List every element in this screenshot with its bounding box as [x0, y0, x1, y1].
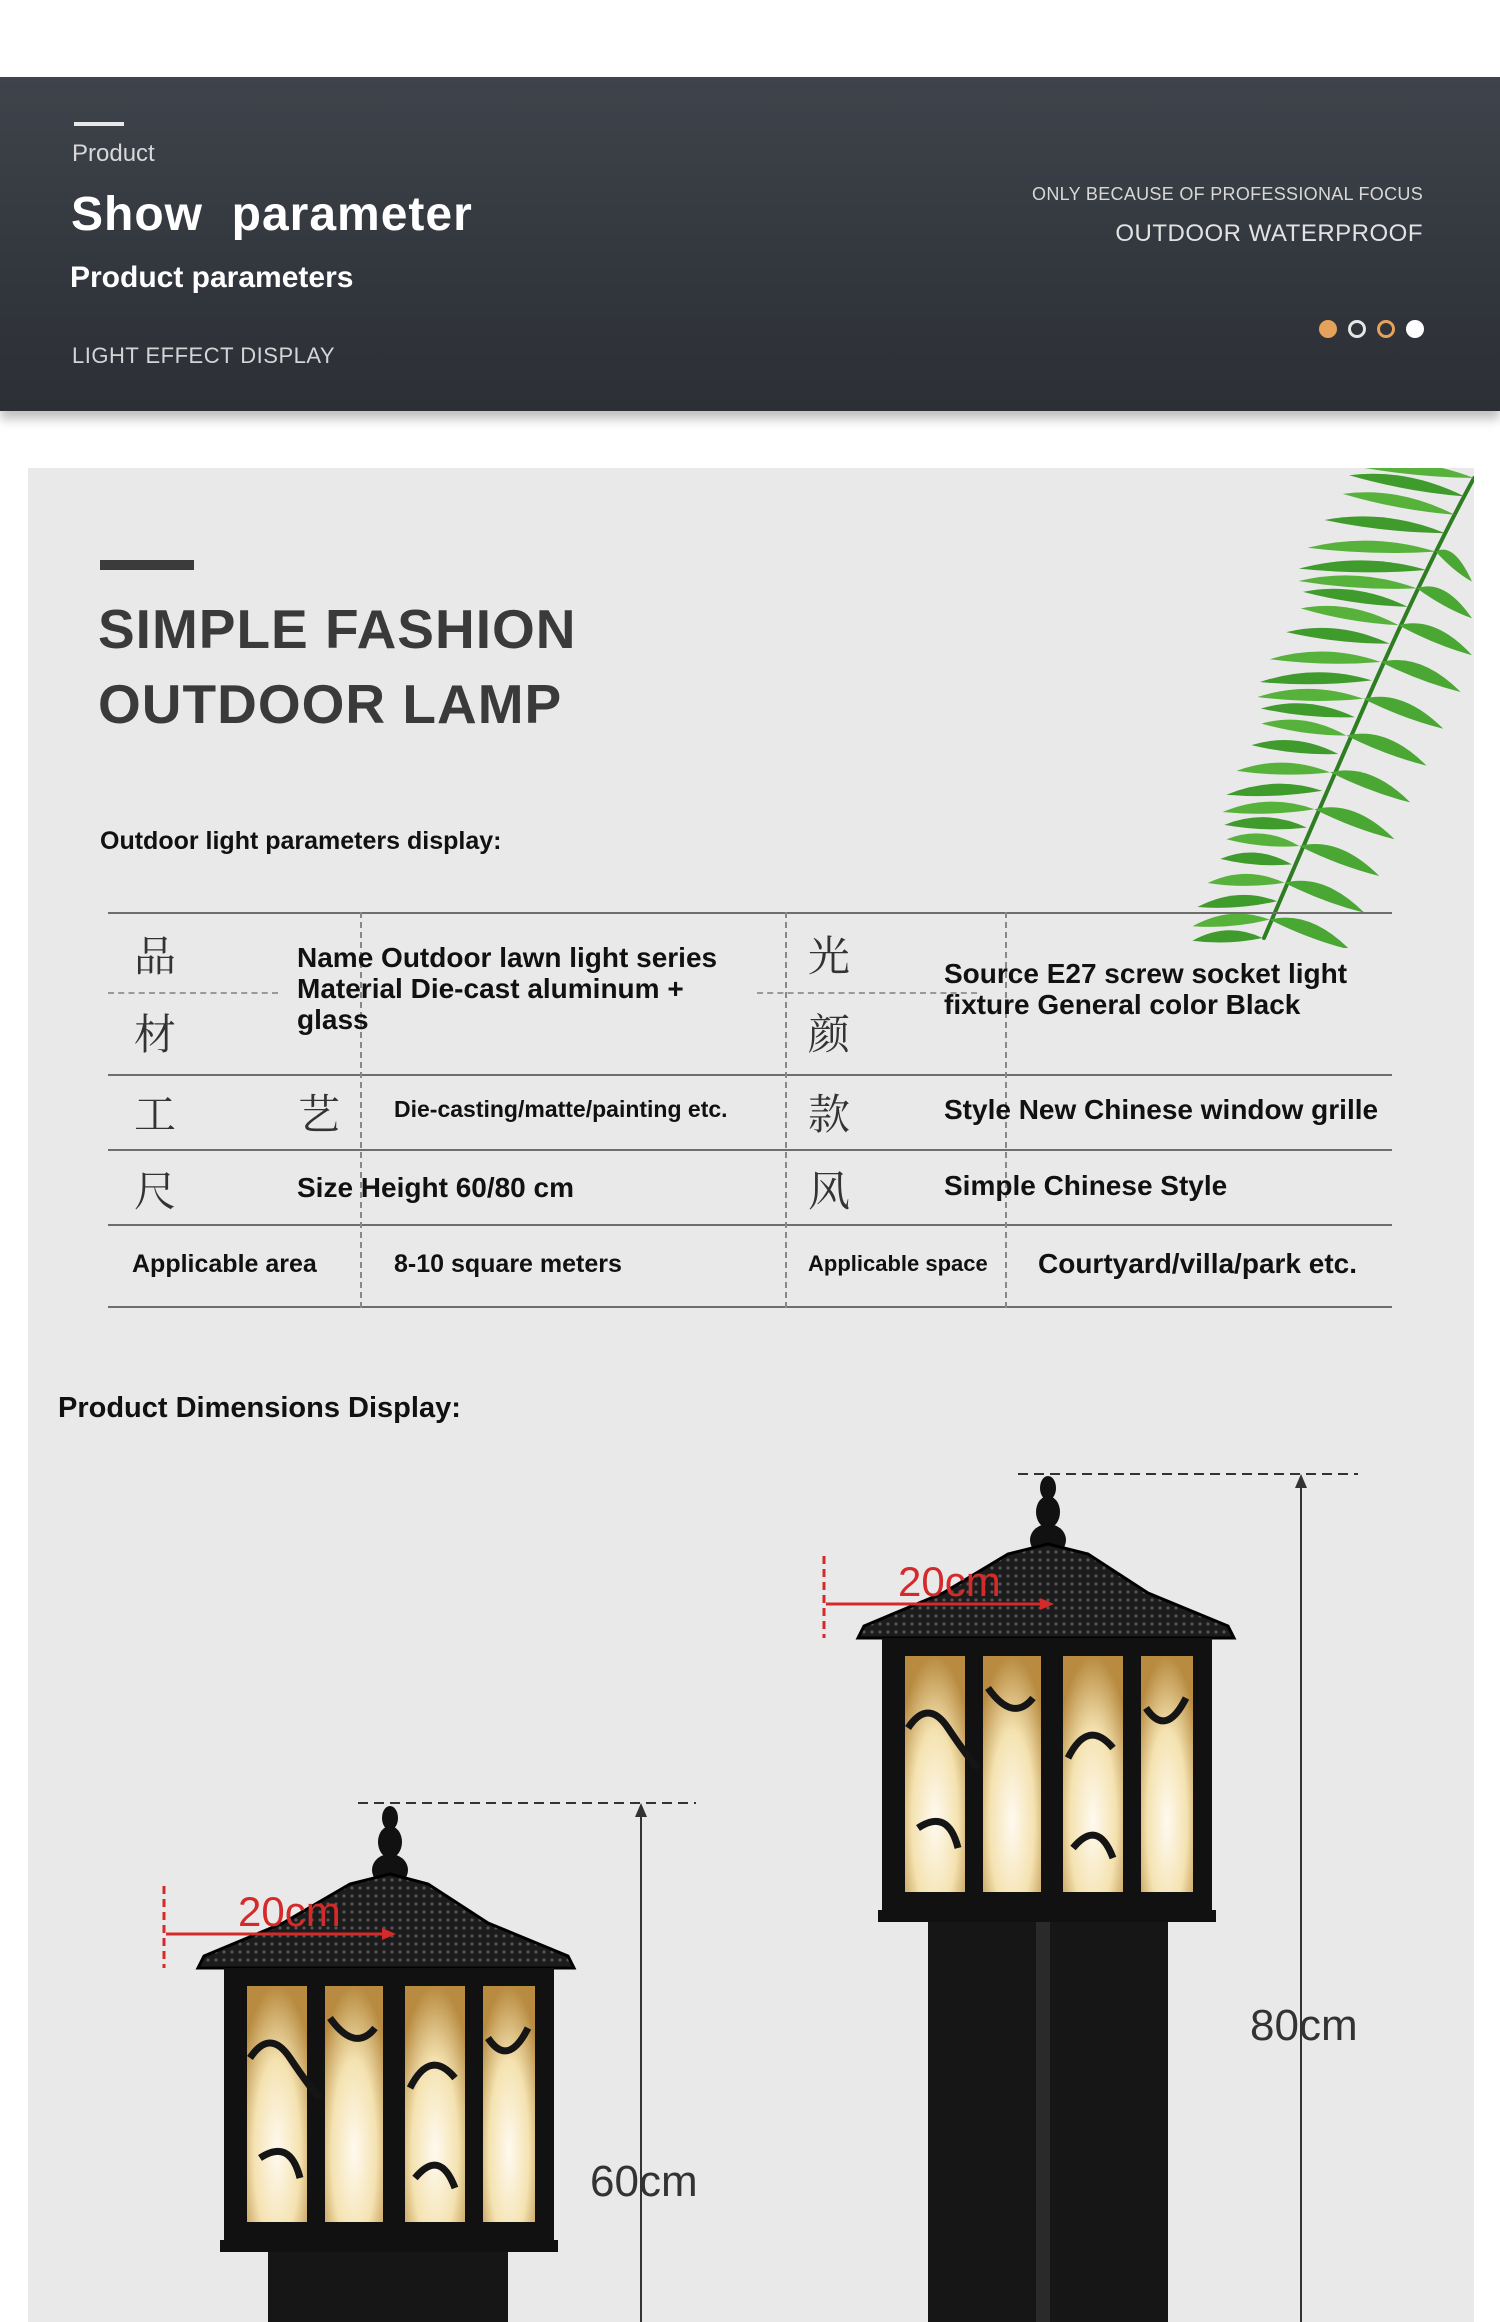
banner-title: Show parameter — [71, 188, 473, 241]
carousel-dots — [1319, 320, 1424, 338]
headline — [98, 592, 577, 742]
table-rule — [108, 912, 1392, 914]
label-guang: 光 — [808, 932, 851, 981]
palm-frond — [1197, 895, 1277, 908]
header-banner — [0, 77, 1500, 411]
palm-frond — [1208, 874, 1285, 886]
palm-frond — [1363, 697, 1443, 729]
cell-style: Style New Chinese window grille — [944, 1094, 1379, 1125]
palm-frond — [1303, 589, 1408, 607]
label-pin: 品 — [134, 932, 177, 981]
palm-frond — [1237, 763, 1331, 775]
cell-name-material: Name Outdoor lawn light series Material Die-cast aluminum + glass — [297, 942, 718, 1035]
table-rule — [108, 1306, 1392, 1308]
banner-caption: LIGHT EFFECT DISPLAY — [72, 343, 336, 368]
palm-frond — [1226, 833, 1299, 846]
table-rule — [108, 1224, 1392, 1226]
palm-frond — [1417, 586, 1472, 618]
label-gong: 工 — [134, 1090, 177, 1139]
product-panel — [28, 468, 1474, 2322]
label-feng: 风 — [808, 1167, 851, 1216]
palm-frond — [1314, 807, 1394, 839]
palm-frond — [1261, 703, 1355, 717]
palm-frond — [1381, 660, 1461, 692]
headline-bar — [100, 560, 194, 570]
palm-frond — [1324, 516, 1445, 533]
palm-frond — [1299, 560, 1426, 572]
carousel-dot[interactable] — [1319, 320, 1337, 338]
table-rule — [108, 1074, 1392, 1076]
banner-eyebrow: Product — [72, 140, 155, 167]
cell-process: Die-casting/matte/painting etc. — [394, 1096, 728, 1122]
cell-space-label: Applicable space — [808, 1251, 988, 1276]
headline-line: OUTDOOR LAMP — [98, 673, 563, 735]
lamp-large-image — [824, 1474, 1358, 2322]
dimension-figure — [28, 1428, 1474, 2322]
carousel-dot[interactable] — [1377, 320, 1395, 338]
palm-frond — [1299, 575, 1417, 589]
headline-line: SIMPLE FASHION — [98, 598, 577, 660]
small-height-label: 60cm — [590, 2157, 698, 2206]
carousel-dot[interactable] — [1348, 320, 1366, 338]
palm-frond — [1226, 784, 1322, 796]
small-width-label: 20cm — [238, 1888, 341, 1935]
label-chi: 尺 — [134, 1167, 177, 1216]
cell-area-label: Applicable area — [132, 1250, 317, 1278]
palm-frond — [1307, 541, 1435, 553]
label-kuan: 款 — [808, 1090, 851, 1139]
lamp-small-image — [164, 1803, 698, 2322]
carousel-dot[interactable] — [1406, 320, 1424, 338]
parameters-label: Outdoor light parameters display: — [100, 827, 502, 855]
palm-frond — [1301, 606, 1399, 625]
banner-focus-text: ONLY BECAUSE OF PROFESSIONAL FOCUS — [1032, 184, 1423, 204]
palm-frond — [1346, 734, 1426, 766]
palm-frond — [1299, 844, 1379, 876]
palm-frond — [1270, 652, 1381, 664]
cell-source-color: Source E27 screw socket light fixture General color Black — [944, 958, 1348, 1020]
large-width-label: 20cm — [898, 1558, 1001, 1605]
cell-size: Size Height 60/80 cm — [297, 1172, 575, 1203]
palm-frond — [1343, 492, 1455, 515]
table-rule — [108, 1149, 1392, 1151]
palm-frond — [1251, 740, 1338, 754]
cell-simple-style: Simple Chinese Style — [944, 1170, 1228, 1201]
table-rule — [108, 992, 278, 994]
cell-area-value: 8-10 square meters — [394, 1250, 622, 1278]
palm-frond — [1330, 770, 1410, 802]
palm-frond — [1222, 802, 1314, 814]
palm-frond — [1220, 852, 1292, 865]
parameters-table — [108, 912, 1392, 1308]
palm-frond — [1399, 623, 1472, 655]
banner-subtitle: Product parameters — [70, 261, 354, 294]
palm-leaf-image — [1154, 468, 1474, 948]
palm-frond — [1257, 689, 1363, 701]
palm-frond — [1224, 817, 1307, 829]
dimensions-label: Product Dimensions Display: — [58, 1392, 461, 1424]
cell-space-value: Courtyard/villa/park etc. — [1038, 1248, 1358, 1279]
banner-divider — [74, 122, 124, 126]
label-yan: 颜 — [808, 1010, 851, 1059]
palm-frond — [1260, 672, 1372, 684]
label-cai: 材 — [134, 1010, 177, 1059]
label-yi: 艺 — [298, 1090, 341, 1139]
palm-frond — [1261, 720, 1346, 736]
banner-waterproof-text: OUTDOOR WATERPROOF — [1115, 220, 1423, 247]
large-height-label: 80cm — [1250, 2001, 1358, 2050]
palm-frond — [1436, 550, 1472, 582]
palm-frond — [1284, 881, 1364, 913]
palm-frond — [1286, 628, 1389, 644]
table-divider — [785, 912, 787, 1308]
